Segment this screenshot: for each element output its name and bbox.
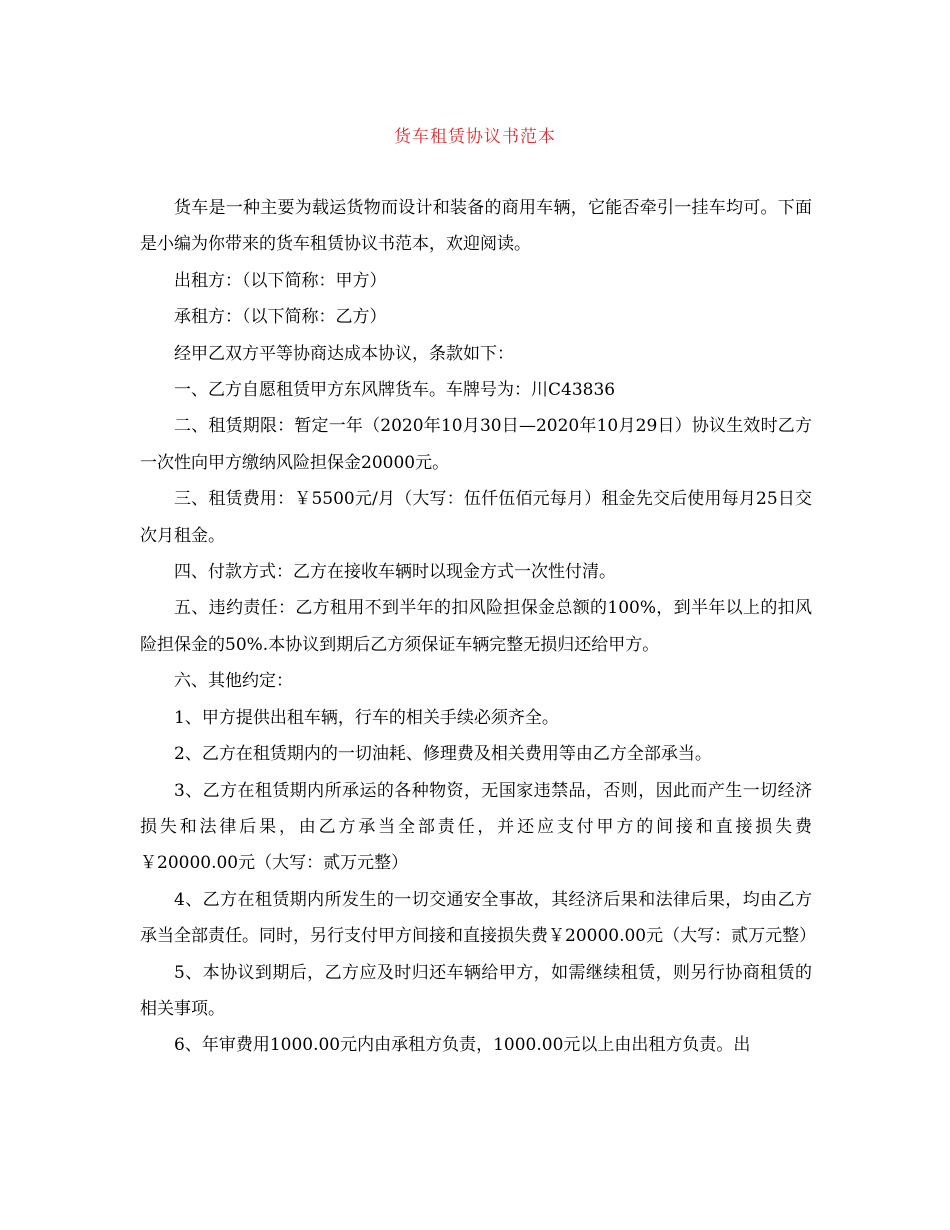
sub-clause-4: 4、乙方在租赁期内所发生的一切交通安全事故，其经济后果和法律后果，均由乙方承当全部责任。同时，另行支付甲方间接和直接损失费￥20000.00元（大写：贰万元整） — [140, 889, 817, 947]
clause-5-liability: 五、违约责任：乙方租用不到半年的扣风险担保金总额的100%，到半年以上的扣风险担保金的50%.本协议到期后乙方须保证车辆完整无损归还给甲方。 — [140, 598, 812, 655]
paragraph-intro: 货车是一种主要为载运货物而设计和装备的商用车辆，它能否牵引一挂车均可。下面是小编为你带来的货车租赁协议书范本，欢迎阅读。 — [140, 198, 812, 255]
clause-4-payment: 四、付款方式：乙方在接收车辆时以现金方式一次性付清。 — [174, 562, 616, 583]
sub-clause-6: 6、年审费用1000.00元内由承租方负责，1000.00元以上由出租方负责。出 — [174, 1035, 751, 1056]
paragraph-lessee: 承租方：（以下简称：乙方） — [174, 307, 387, 328]
document-title: 货车租赁协议书范本 — [394, 127, 556, 147]
sub-clause-1: 1、甲方提供出租车辆，行车的相关手续必须齐全。 — [174, 707, 559, 728]
clause-2-term: 二、租赁期限：暂定一年（2020年10月30日—2020年10月29日）协议生效时乙方一次性向甲方缴纳风险担保金20000元。 — [140, 416, 812, 473]
clause-3-fee: 三、租赁费用：￥5500元/月（大写：伍仟伍佰元每月）租金先交后使用每月25日交次月租金。 — [140, 489, 812, 546]
clause-1-vehicle: 一、乙方自愿租赁甲方东风牌货车。车牌号为：川C43836 — [174, 380, 616, 401]
sub-clause-3: 3、乙方在租赁期内所承运的各种物资，无国家违禁品，否则，因此而产生一切经济损失和法律后果，由乙方承当全部责任，并还应支付甲方的间接和直接损失费￥20000.00元（大写：贰万元整） — [140, 780, 812, 874]
clause-6-other: 六、其他约定： — [174, 671, 293, 692]
sub-clause-5: 5、本协议到期后，乙方应及时归还车辆给甲方，如需继续租赁，则另行协商租赁的相关事项。 — [140, 962, 812, 1019]
sub-clause-2: 2、乙方在租赁期内的一切油耗、修理费及相关费用等由乙方全部承当。 — [174, 744, 712, 765]
document-body — [140, 190, 817, 1064]
paragraph-preamble: 经甲乙双方平等协商达成本协议，条款如下： — [174, 343, 514, 364]
paragraph-lessor: 出租方：（以下简称：甲方） — [174, 270, 387, 291]
